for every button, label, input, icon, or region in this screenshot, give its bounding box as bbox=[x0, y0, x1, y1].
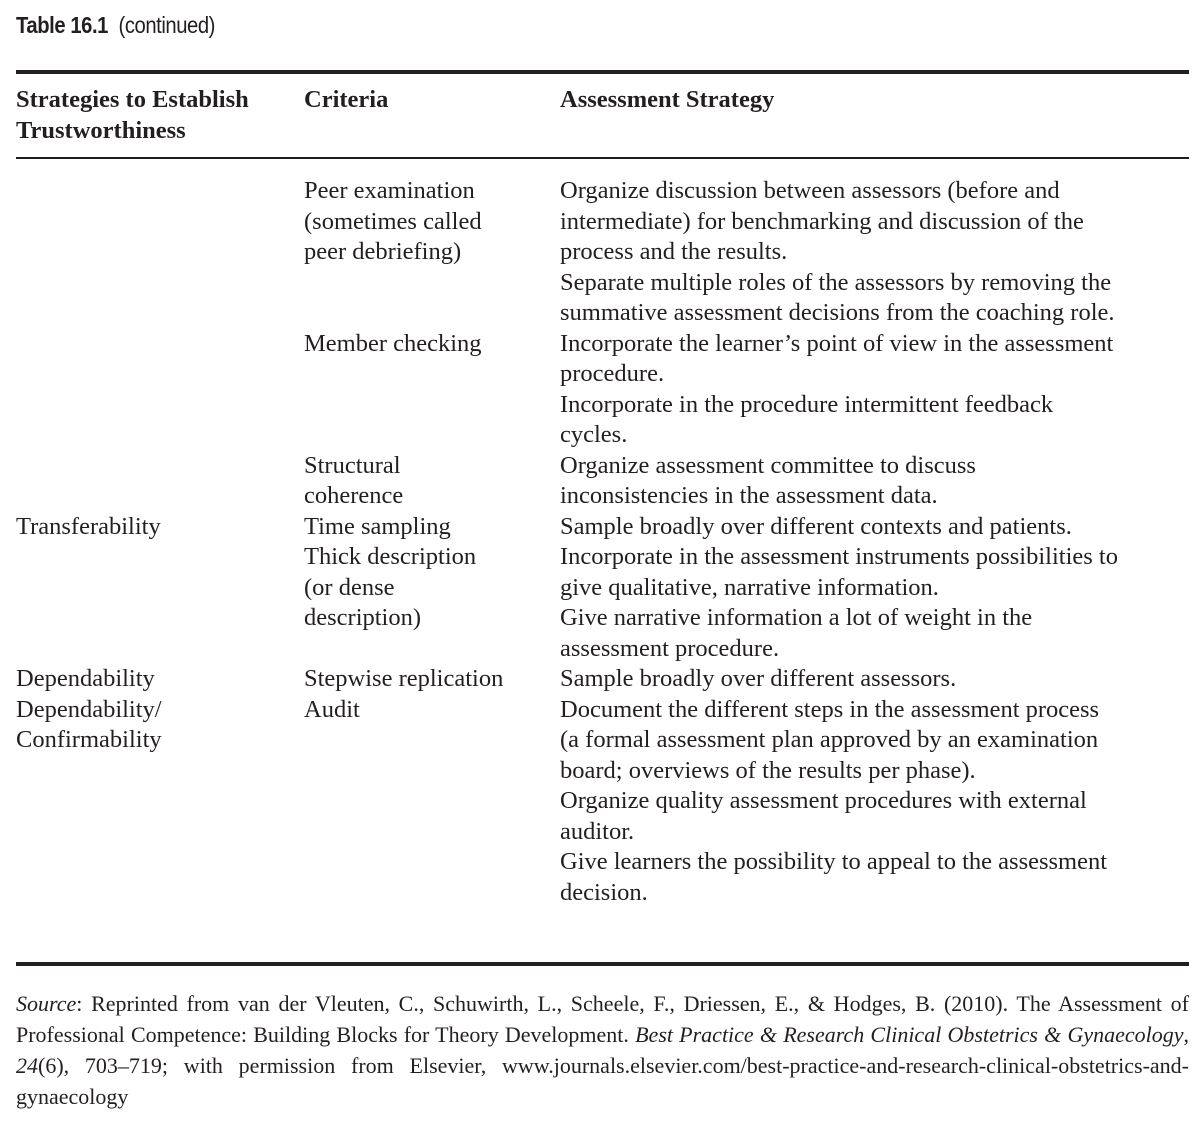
assessment-cell: Sample broadly over different assessors. bbox=[560, 665, 957, 692]
criteria-cell: Structural coherence bbox=[304, 451, 404, 509]
journal-title: Best Practice & Research Clinical Obstetrics & Gynaecology bbox=[635, 1022, 1184, 1047]
assessment-cell: Sample broadly over different contexts and patients. bbox=[560, 512, 1072, 540]
top-rule bbox=[16, 70, 1189, 74]
header-assessment-strategy: Assessment Strategy bbox=[560, 86, 775, 113]
table-row bbox=[16, 542, 1191, 664]
strategy-cell: Dependability bbox=[16, 665, 155, 692]
table-number: Table 16.1 bbox=[16, 12, 108, 38]
bottom-rule bbox=[16, 962, 1189, 966]
criteria-cell: Peer examination (sometimes called peer debriefing) bbox=[304, 177, 482, 265]
strategy-cell bbox=[16, 542, 304, 664]
source-note: Source: Reprinted from van der Vleuten, C., Schuwirth, L., Scheele, F., Driessen, E., & Hodges, B. (2010). The Assessment of Professional Competence: Building Blocks for Theory Development. Best Practice & Research Clinical Obstetrics & Gynaecology, 24(6), 703–719; with permission from Elsevier, www.journals.elsevier.com/best-practice-and-research-clinical-obstetrics-and-gynaecology bbox=[16, 991, 1189, 1109]
assessment-cell: Organize assessment committee to discuss inconsistencies in the assessment data. bbox=[560, 451, 976, 509]
trustworthiness-table bbox=[16, 80, 1191, 908]
criteria-cell: Audit bbox=[304, 695, 360, 723]
table-row bbox=[16, 664, 1191, 695]
criteria-cell: Thick description (or dense description) bbox=[304, 543, 477, 631]
source-label: Source bbox=[16, 991, 77, 1016]
table-row bbox=[16, 329, 1191, 451]
assessment-cell: Incorporate in the assessment instruments possibilities to give qualitative, narrative information. Give narrative information a lot of weight in the assessment procedure. bbox=[560, 543, 1118, 662]
criteria-cell: Stepwise replication bbox=[304, 665, 504, 692]
header-strategies: Strategies to Establish Trustworthiness bbox=[16, 86, 249, 144]
table-continued-note: (continued) bbox=[118, 12, 215, 38]
table-caption bbox=[16, 12, 215, 39]
table-row bbox=[16, 176, 1191, 329]
strategy-cell bbox=[16, 176, 304, 329]
strategy-cell bbox=[16, 329, 304, 451]
strategy-cell: Transferability bbox=[16, 512, 161, 540]
criteria-cell: Time sampling bbox=[304, 512, 451, 540]
assessment-cell: Incorporate the learner’s point of view in the assessment procedure. Incorporate in the procedure intermittent feedback cycles. bbox=[560, 329, 1114, 448]
table-row bbox=[16, 695, 1191, 909]
strategy-cell: Dependability/ Confirmability bbox=[16, 695, 162, 753]
assessment-cell: Organize discussion between assessors (before and intermediate) for benchmarking and discussion of the process and the results. Separate multiple roles of the assessors by removing the summative assessment decisions from the coaching role. bbox=[560, 177, 1115, 326]
header-criteria: Criteria bbox=[304, 86, 389, 113]
criteria-cell: Member checking bbox=[304, 329, 482, 357]
assessment-cell: Document the different steps in the assessment process (a formal assessment plan approved by an examination board; overviews of the results per phase). Organize quality assessment procedures with external auditor. Give learners the possibility to appeal to the assessment decision. bbox=[560, 695, 1108, 906]
journal-volume: 24 bbox=[16, 1053, 38, 1078]
table-row bbox=[16, 512, 1191, 543]
table-header-row bbox=[16, 80, 1191, 160]
table-row bbox=[16, 451, 1191, 512]
strategy-cell bbox=[16, 451, 304, 512]
